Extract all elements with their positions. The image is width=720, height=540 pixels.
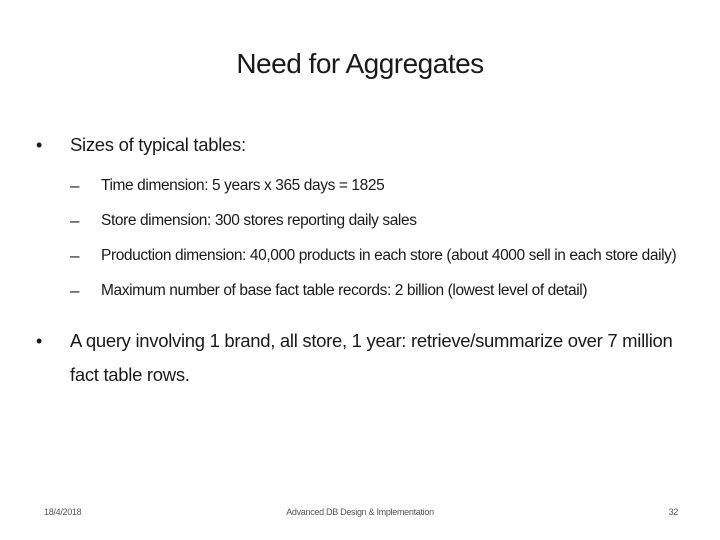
sub-bullet-text: Production dimension: 40,000 products in each store (about 4000 sell in each store daily) xyxy=(101,247,677,264)
sub-bullet-item xyxy=(70,276,686,306)
sub-bullet-item xyxy=(70,241,686,271)
slide-title: Need for Aggregates xyxy=(236,48,484,79)
sub-bullet-text: Maximum number of base fact table records: 2 billion (lowest level of detail) xyxy=(101,282,588,299)
sub-bullet-item xyxy=(70,206,686,236)
footer-page-number: 32 xyxy=(668,507,678,517)
sub-bullet-list xyxy=(70,171,686,306)
sub-bullet-marker: – xyxy=(70,176,80,195)
sub-bullet-text: Time dimension: 5 years x 365 days = 1825 xyxy=(101,177,385,194)
sub-bullet-text: Store dimension: 300 stores reporting daily sales xyxy=(101,212,417,229)
bullet-text: Sizes of typical tables: xyxy=(70,134,246,155)
sub-bullet-marker: – xyxy=(70,281,80,300)
bullet-item xyxy=(36,324,686,392)
bullet-text: A query involving 1 brand, all store, 1 year: retrieve/summarize over 7 million fact table rows. xyxy=(70,330,673,385)
bullet-marker: • xyxy=(36,135,43,155)
footer-date: 18/4/2018 xyxy=(44,507,82,517)
sub-bullet-item xyxy=(70,171,686,201)
footer-title: Advanced DB Design & Implementation xyxy=(286,507,434,517)
sub-bullet-marker: – xyxy=(70,211,80,230)
sub-bullet-marker: – xyxy=(70,246,80,265)
bullet-marker: • xyxy=(36,331,43,351)
bullet-item xyxy=(36,128,686,306)
bullet-list xyxy=(36,128,686,392)
